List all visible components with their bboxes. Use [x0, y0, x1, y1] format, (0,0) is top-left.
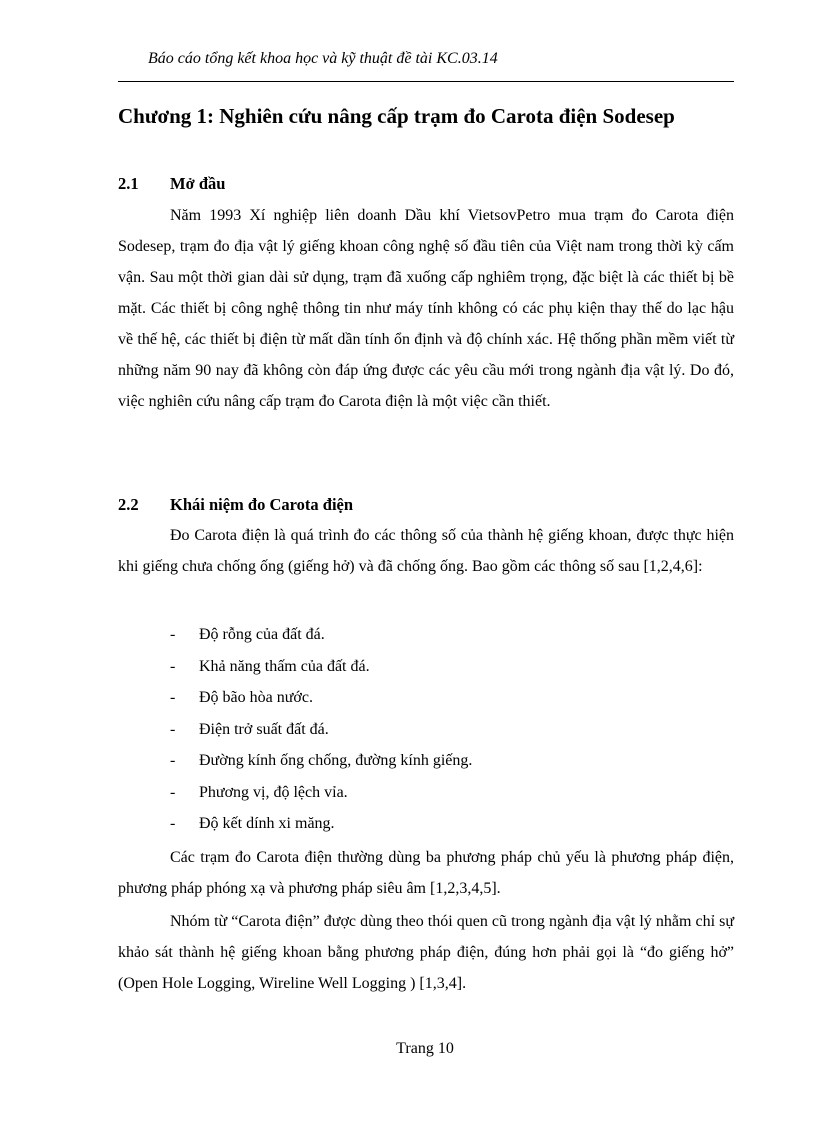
- bullet-marker: -: [170, 783, 176, 801]
- bullet-marker: -: [170, 815, 176, 832]
- parameter-list: [170, 619, 472, 840]
- list-item: [170, 619, 472, 651]
- section-title: Mở đầu: [170, 174, 226, 193]
- page-number: Trang 10: [396, 1040, 454, 1057]
- section-2-2-paragraph-methods: Các trạm đo Carota điện thường dùng ba phương pháp chủ yếu là phương pháp điện, phương pháp phóng xạ và phương pháp siêu âm [1,2,3,4,5].: [118, 849, 734, 897]
- section-number: 2.1: [118, 174, 139, 193]
- section-heading-2-1: [118, 174, 225, 194]
- running-header: Báo cáo tổng kết khoa học và kỹ thuật đề tài KC.03.14: [148, 50, 498, 67]
- bullet-marker: -: [170, 689, 176, 706]
- list-item-text: Phương vị, độ lệch vỉa.: [199, 783, 348, 801]
- list-item: [170, 777, 472, 809]
- list-item: [170, 651, 472, 683]
- list-item: [170, 745, 472, 777]
- section-number: 2.2: [118, 495, 139, 514]
- list-item-text: Đường kính ống chống, đường kính giếng.: [199, 752, 473, 769]
- bullet-marker: -: [170, 657, 176, 675]
- list-item-text: Điện trở suất đất đá.: [199, 720, 329, 738]
- section-heading-2-2: [118, 495, 353, 515]
- list-item: [170, 682, 472, 714]
- bullet-marker: -: [170, 720, 176, 738]
- header-divider: [118, 81, 734, 82]
- section-2-2-intro: Đo Carota điện là quá trình đo các thông số của thành hệ giếng khoan, được thực hiện khi giếng chưa chống ống (giếng hở) và đã chống ống. Bao gồm các thông số sau [1,2,4,6]:: [118, 527, 734, 575]
- list-item-text: Độ bão hòa nước.: [199, 689, 313, 706]
- list-item-text: Độ rỗng của đất đá.: [199, 626, 325, 643]
- chapter-title: Chương 1: Nghiên cứu nâng cấp trạm đo Carota điện Sodesep: [118, 104, 675, 128]
- section-2-1-paragraph: Năm 1993 Xí nghiệp liên doanh Dầu khí VietsovPetro mua trạm đo Carota điện Sodesep, trạm đo địa vật lý giếng khoan công nghệ số đầu tiên của Việt nam trong thời kỳ cấm vận. Sau một thời gian dài sử dụng, trạm đã xuống cấp nghiêm trọng, đặc biệt là các thiết bị bề mặt. Các thiết bị công nghệ thông tin như máy tính không có các phụ kiện thay thế do lạc hậu về thế hệ, các thiết bị điện từ mất dần tính ổn định và độ chính xác. Hệ thống phần mềm viết từ những năm 90 nay đã không còn đáp ứng được các yêu cầu mới trong ngành địa vật lý. Do đó, việc nghiên cứu nâng cấp trạm đo Carota điện là một việc cần thiết.: [118, 207, 734, 410]
- list-item-text: Khả năng thấm của đất đá.: [199, 657, 370, 675]
- section-2-2-paragraph-terminology: Nhóm từ “Carota điện” được dùng theo thói quen cũ trong ngành địa vật lý nhằm chỉ sự khảo sát thành hệ giếng khoan bằng phương pháp điện, đúng hơn phải gọi là “đo giếng hở” (Open Hole Logging, Wireline Well Logging ) [1,3,4].: [118, 913, 734, 992]
- list-item: [170, 808, 472, 840]
- list-item-text: Độ kết dính xi măng.: [199, 815, 335, 832]
- bullet-marker: -: [170, 626, 176, 643]
- section-title: Khái niệm đo Carota điện: [170, 495, 354, 514]
- list-item: [170, 714, 472, 746]
- bullet-marker: -: [170, 752, 176, 769]
